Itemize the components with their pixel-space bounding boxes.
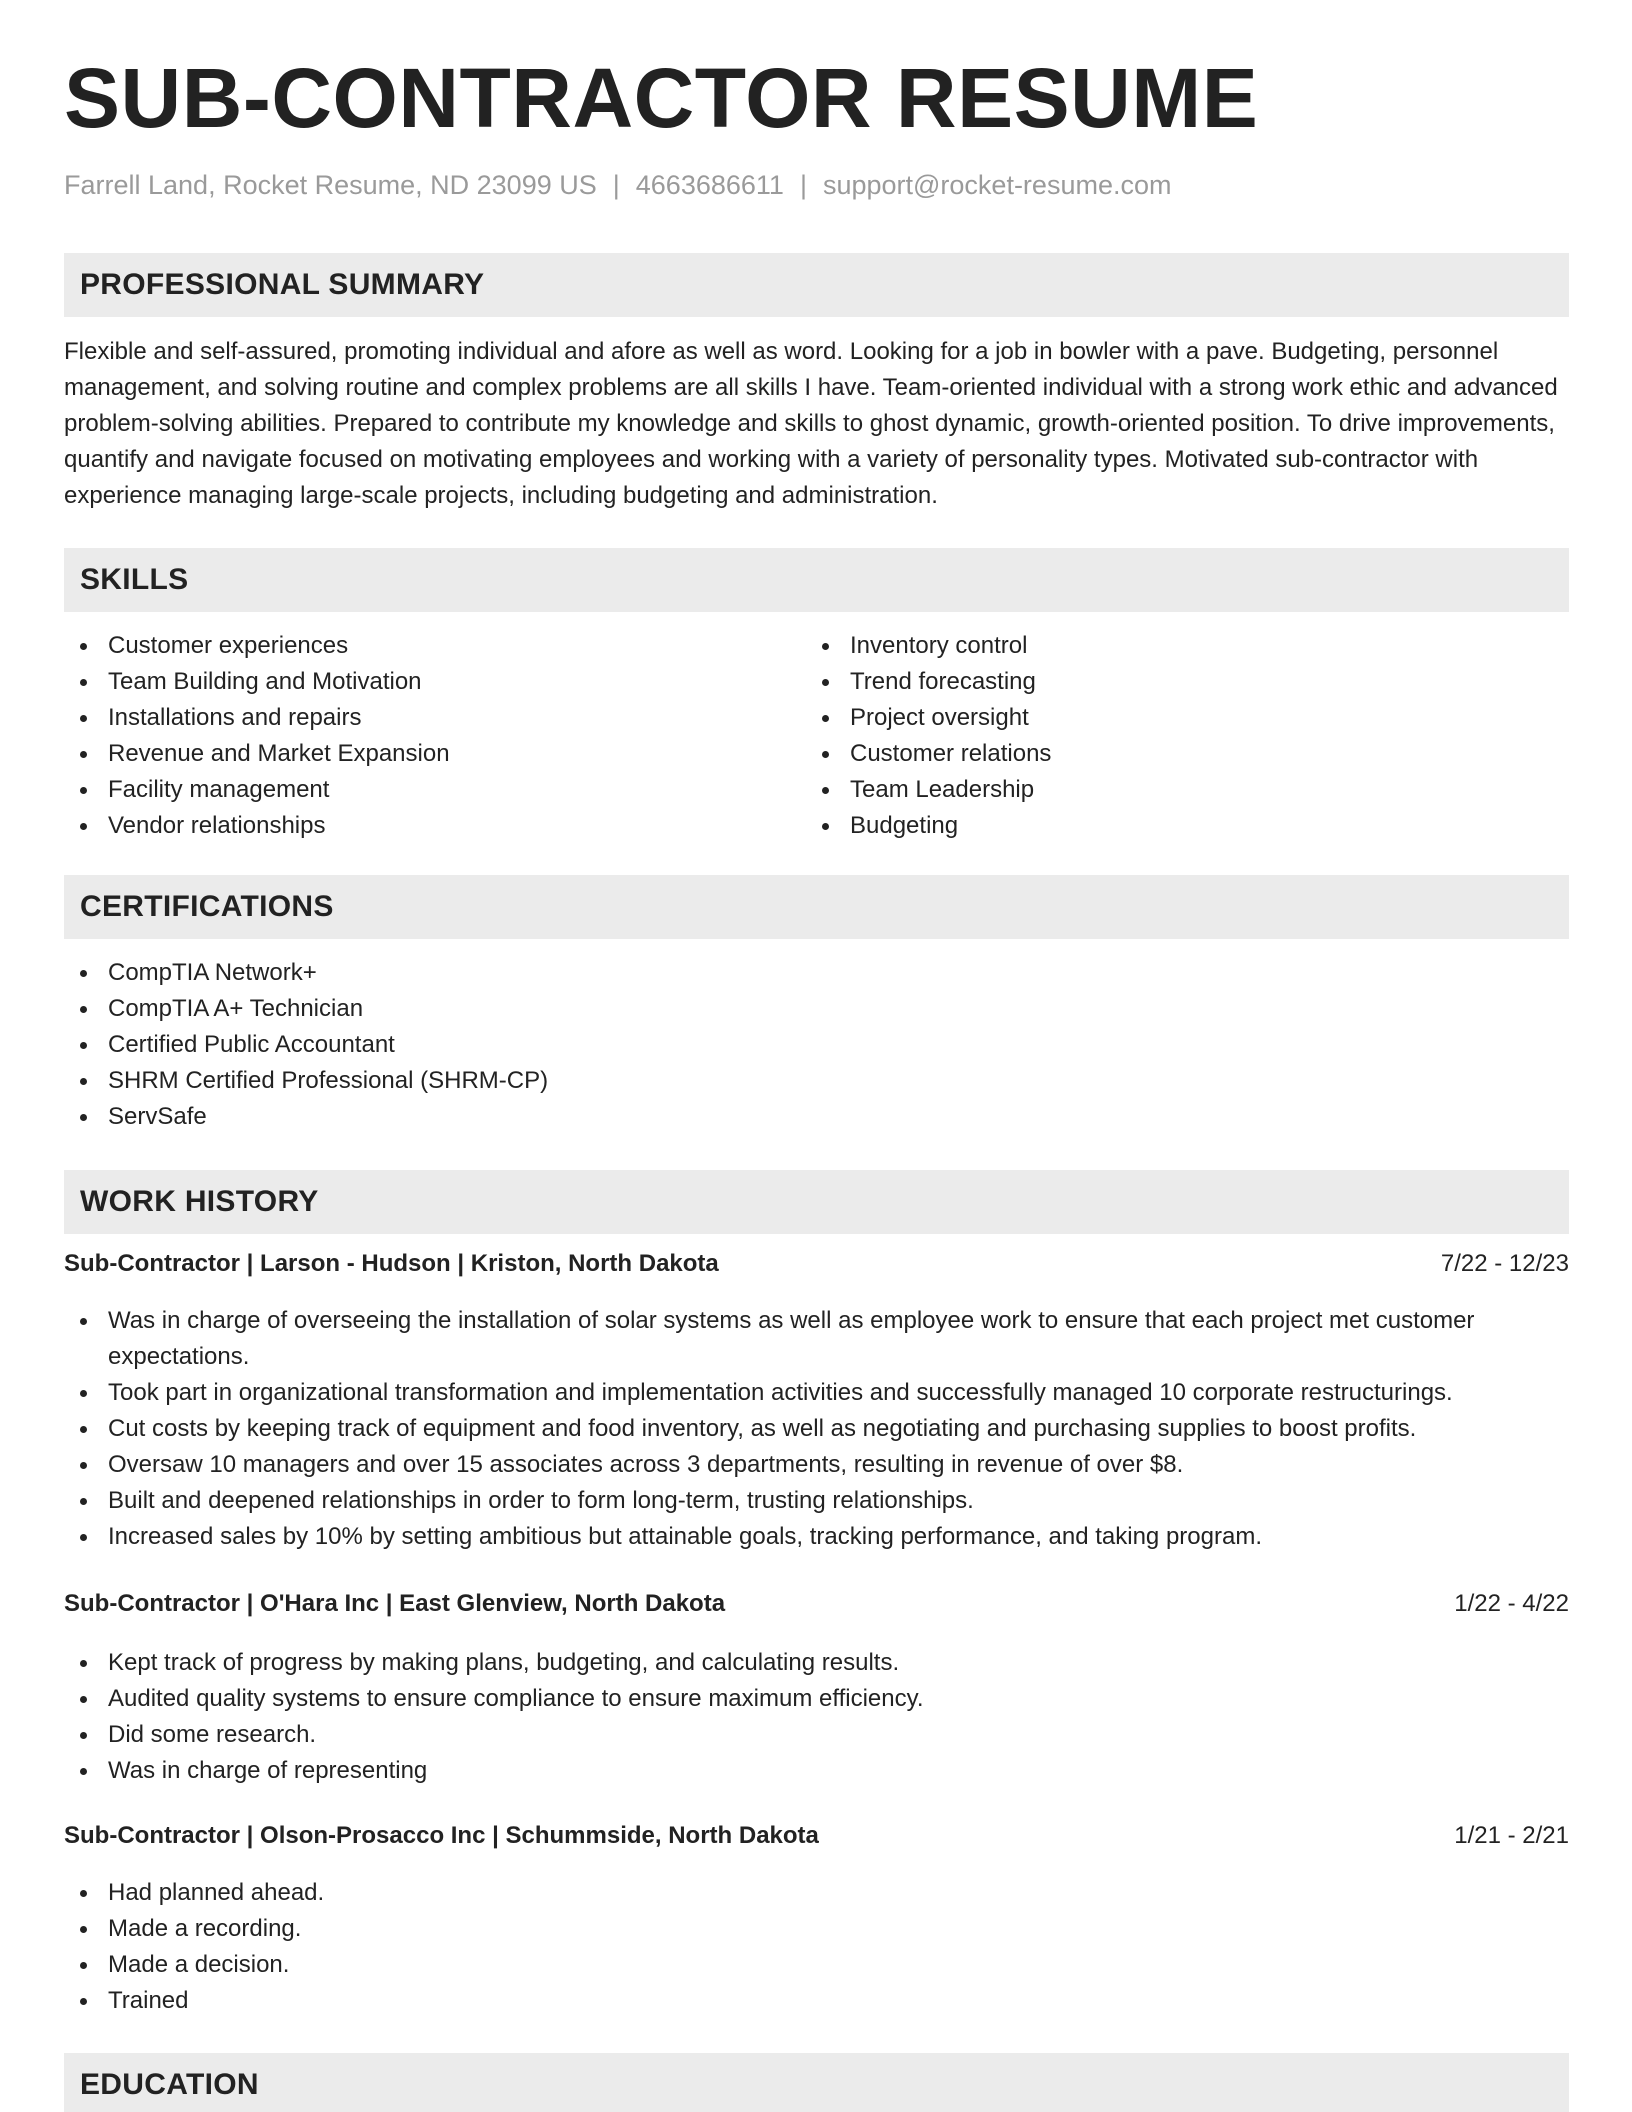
skill-item: Revenue and Market Expansion <box>64 736 764 772</box>
contact-line <box>64 170 1171 201</box>
job-bullet: Cut costs by keeping track of equipment and food inventory, as well as negotiating and purchasing supplies to boost profits. <box>64 1411 1569 1447</box>
resume-title: SUB-CONTRACTOR RESUME <box>64 51 1259 145</box>
skill-item: Facility management <box>64 772 764 808</box>
job-heading-row <box>64 1250 1569 1286</box>
skill-item: Project oversight <box>806 700 1506 736</box>
certifications-list <box>64 955 1569 1135</box>
job-bullet: Audited quality systems to ensure compliance to ensure maximum efficiency. <box>64 1681 1569 1717</box>
job-dates: 1/22 - 4/22 <box>1454 1590 1569 1617</box>
job-bullet: Made a recording. <box>64 1911 1569 1947</box>
certification-item: SHRM Certified Professional (SHRM-CP) <box>64 1063 1569 1099</box>
job-dates: 7/22 - 12/23 <box>1440 1250 1569 1277</box>
section-title-work-history: WORK HISTORY <box>80 1185 319 1218</box>
section-title-summary: PROFESSIONAL SUMMARY <box>80 268 485 301</box>
skill-item: Customer relations <box>806 736 1506 772</box>
skills-list-right <box>806 628 1506 844</box>
section-title-skills: SKILLS <box>80 563 189 596</box>
section-title-education: EDUCATION <box>80 2068 259 2101</box>
skill-item: Customer experiences <box>64 628 764 664</box>
certification-item: Certified Public Accountant <box>64 1027 1569 1063</box>
skill-item: Team Building and Motivation <box>64 664 764 700</box>
job-title: Sub-Contractor | O'Hara Inc | East Glenview, North Dakota <box>64 1590 726 1617</box>
job-bullet: Oversaw 10 managers and over 15 associates across 3 departments, resulting in revenue of over $8. <box>64 1447 1569 1483</box>
job-heading-row <box>64 1590 1569 1626</box>
skill-item: Inventory control <box>806 628 1506 664</box>
skill-item: Installations and repairs <box>64 700 764 736</box>
section-header-summary <box>64 253 1569 317</box>
section-header-education <box>64 2053 1569 2112</box>
job-bullet: Did some research. <box>64 1717 1569 1753</box>
contact-phone: 4663686611 <box>635 170 784 200</box>
certification-item: CompTIA A+ Technician <box>64 991 1569 1027</box>
job-bullet: Had planned ahead. <box>64 1875 1569 1911</box>
job-bullets <box>64 1303 1569 1555</box>
job-bullet: Was in charge of overseeing the installation of solar systems as well as employee work to ensure that each project met customer expectations. <box>64 1303 1569 1375</box>
job-bullet: Increased sales by 10% by setting ambitious but attainable goals, tracking performance, and taking program. <box>64 1519 1569 1555</box>
job-title: Sub-Contractor | Larson - Hudson | Kriston, North Dakota <box>64 1250 719 1277</box>
job-bullet: Trained <box>64 1983 1569 2019</box>
job-title: Sub-Contractor | Olson-Prosacco Inc | Schummside, North Dakota <box>64 1822 819 1849</box>
contact-address: Farrell Land, Rocket Resume, ND 23099 US <box>64 170 597 200</box>
contact-email: support@rocket-resume.com <box>822 170 1172 200</box>
job-heading-row <box>64 1822 1569 1858</box>
job-bullets <box>64 1645 1569 1789</box>
section-header-skills <box>64 548 1569 612</box>
skill-item: Trend forecasting <box>806 664 1506 700</box>
section-header-work-history <box>64 1170 1569 1234</box>
skill-item: Budgeting <box>806 808 1506 844</box>
job-bullet: Kept track of progress by making plans, budgeting, and calculating results. <box>64 1645 1569 1681</box>
summary-text: Flexible and self-assured, promoting individual and afore as well as word. Looking for a job in bowler with a pave. Budgeting, personnel management, and solving routine and complex problems are all skills I have. Team-oriented individual with a strong work ethic and advanced problem-solving abilities. Prepared to contribute my knowledge and skills to ghost dynamic, growth-oriented position. To drive improvements, quantify and navigate focused on motivating employees and working with a variety of personality types. Motivated sub-contractor with experience managing large-scale projects, including budgeting and administration. <box>64 338 1558 509</box>
contact-separator: | <box>612 170 620 200</box>
contact-separator: | <box>799 170 807 200</box>
skill-item: Vendor relationships <box>64 808 764 844</box>
job-bullet: Took part in organizational transformation and implementation activities and successfully managed 10 corporate restructurings. <box>64 1375 1569 1411</box>
job-dates: 1/21 - 2/21 <box>1454 1822 1569 1849</box>
job-bullet: Built and deepened relationships in order to form long-term, trusting relationships. <box>64 1483 1569 1519</box>
section-header-certifications <box>64 875 1569 939</box>
skills-list-left <box>64 628 764 844</box>
skill-item: Team Leadership <box>806 772 1506 808</box>
job-bullet: Was in charge of representing <box>64 1753 1569 1789</box>
section-title-certifications: CERTIFICATIONS <box>80 890 334 923</box>
job-bullet: Made a decision. <box>64 1947 1569 1983</box>
certification-item: CompTIA Network+ <box>64 955 1569 991</box>
certification-item: ServSafe <box>64 1099 1569 1135</box>
job-bullets <box>64 1875 1569 2019</box>
